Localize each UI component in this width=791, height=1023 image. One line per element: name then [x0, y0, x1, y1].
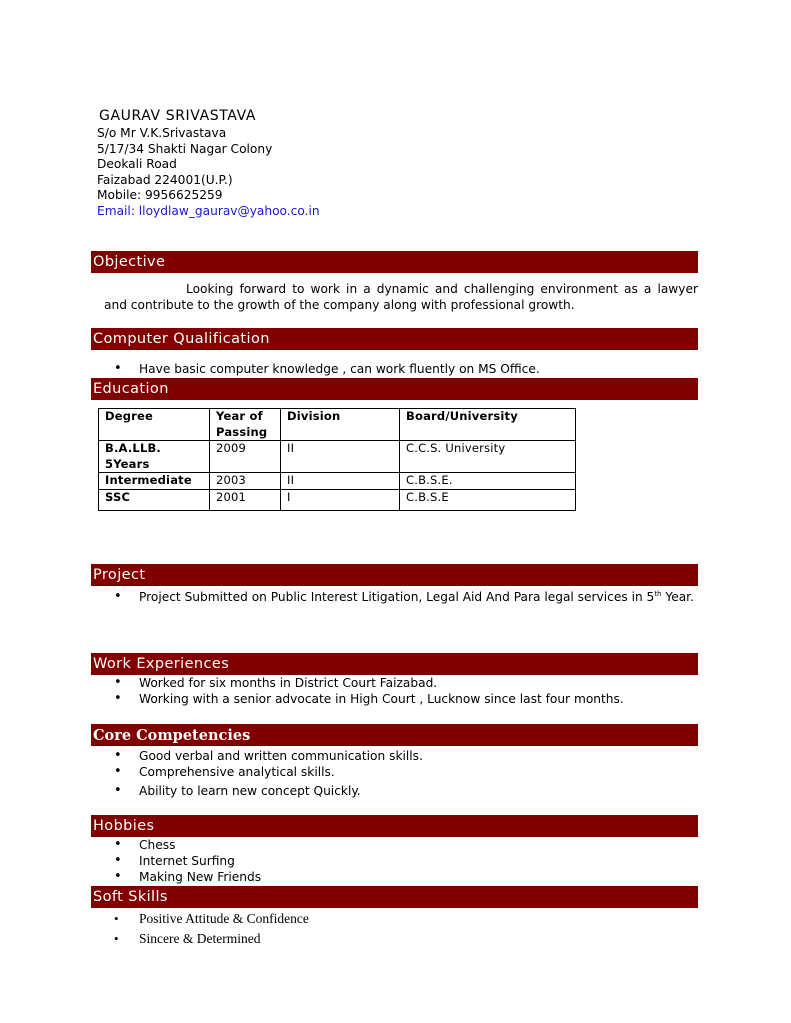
section-heading-education: Education — [91, 378, 698, 400]
list-item — [112, 691, 624, 707]
bullet-icon: • — [114, 837, 122, 852]
address-line: 5/17/34 Shakti Nagar Colony — [97, 141, 273, 156]
address-line: S/o Mr V.K.Srivastava — [97, 126, 227, 140]
section-heading-soft-skills: Soft Skills — [91, 886, 698, 908]
list-item — [112, 869, 261, 885]
list-item-text: Making New Friends — [139, 870, 262, 884]
bullet-icon: • — [114, 869, 122, 884]
bullet-icon: • — [114, 783, 122, 798]
table-cell: II — [281, 441, 400, 473]
candidate-name: GAURAV SRIVASTAVA — [99, 108, 257, 124]
email-link[interactable]: lloydlaw_gaurav@yahoo.co.in — [138, 203, 320, 218]
resume-header — [97, 108, 597, 220]
table-cell: B.A.LLB. 5Years — [99, 441, 210, 473]
list-item-text: Comprehensive analytical skills. — [139, 765, 335, 779]
bullet-icon: • — [114, 748, 122, 763]
list-item-text: Have basic computer knowledge , can work fluently on MS Office. — [139, 362, 540, 376]
bullet-icon: • — [114, 691, 122, 706]
column-header: Year of Passing — [210, 409, 281, 441]
list-item — [112, 764, 423, 780]
list-item — [112, 589, 698, 605]
list-item — [112, 929, 309, 949]
bullet-icon: • — [114, 675, 122, 690]
list-item-text: Working with a senior advocate in High Court , Lucknow since last four months. — [139, 692, 624, 706]
section-heading-work-experiences: Work Experiences — [91, 653, 698, 675]
bullet-icon: • — [114, 361, 122, 376]
section-heading-project: Project — [91, 564, 698, 586]
table-row — [99, 441, 576, 473]
table-header-row — [99, 409, 576, 441]
email-line — [97, 204, 597, 220]
column-header: Degree — [99, 409, 210, 441]
ordinal-suffix: th — [654, 589, 662, 598]
computer-qualification-list — [112, 361, 540, 377]
list-item-text: Good verbal and written communication skills. — [139, 749, 423, 763]
section-heading-core-competencies: Core Competencies — [91, 724, 698, 746]
soft-skills-list — [112, 909, 309, 948]
bullet-icon: • — [114, 764, 122, 779]
work-experience-list — [112, 675, 624, 707]
bullet-icon: • — [114, 911, 119, 926]
list-item-text: Chess — [139, 838, 176, 852]
list-item-text: Sincere & Determined — [139, 930, 261, 946]
table-row — [99, 489, 576, 511]
project-list — [112, 589, 698, 605]
bullet-icon: • — [114, 930, 119, 946]
list-item-text: Worked for six months in District Court Faizabad. — [139, 676, 438, 690]
list-item — [112, 853, 261, 869]
list-item-text-end: Year. — [661, 590, 694, 604]
table-cell: I — [281, 489, 400, 511]
hobbies-list — [112, 837, 261, 885]
list-item-text: Internet Surfing — [139, 854, 235, 868]
table-cell: 2009 — [210, 441, 281, 473]
list-item — [112, 783, 423, 799]
list-item — [112, 837, 261, 853]
address-line: Faizabad 224001(U.P.) — [97, 172, 233, 187]
column-header: Board/University — [400, 409, 576, 441]
table-cell: 2001 — [210, 489, 281, 511]
list-item — [112, 361, 540, 377]
section-heading-hobbies: Hobbies — [91, 815, 698, 837]
table-cell: SSC — [99, 489, 210, 511]
bullet-icon: • — [114, 853, 122, 868]
table-cell: Intermediate — [99, 473, 210, 490]
table-cell: C.B.S.E. — [400, 473, 576, 490]
table-row — [99, 473, 576, 490]
section-heading-objective: Objective — [91, 251, 698, 273]
list-item-text: Ability to learn new concept Quickly. — [139, 784, 361, 798]
mobile-line: Mobile: 9956625259 — [97, 188, 223, 203]
email-label: Email: — [97, 203, 135, 218]
table-cell: C.B.S.E — [400, 489, 576, 511]
bullet-icon: • — [114, 589, 122, 604]
list-item-text: Positive Attitude & Confidence — [139, 911, 309, 926]
table-cell: II — [281, 473, 400, 490]
column-header: Division — [281, 409, 400, 441]
education-table — [98, 408, 576, 511]
list-item — [112, 748, 423, 764]
table-cell: 2003 — [210, 473, 281, 490]
section-heading-computer-qualification: Computer Qualification — [91, 328, 698, 350]
address-line: Deokali Road — [97, 157, 177, 172]
list-item — [112, 909, 309, 929]
core-competencies-list — [112, 748, 423, 799]
objective-text: Looking forward to work in a dynamic and challenging environment as a lawyer and contribute to the growth of the company along with professional growth. — [104, 282, 698, 312]
list-item — [112, 675, 624, 691]
list-item-text: Project Submitted on Public Interest Litigation, Legal Aid And Para legal services in 5 — [139, 590, 655, 604]
table-cell: C.C.S. University — [400, 441, 576, 473]
